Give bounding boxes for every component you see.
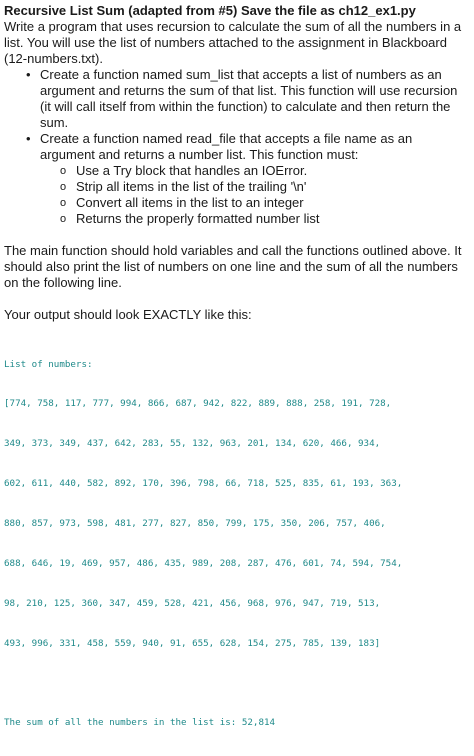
spacer xyxy=(4,677,470,690)
spacer xyxy=(4,291,470,307)
output-sum-line: The sum of all the numbers in the list is: 52,814 xyxy=(4,717,276,729)
output-list-line: 688, 646, 19, 469, 957, 486, 435, 989, 208, 287, 476, 601, 74, 594, 754, xyxy=(4,558,403,570)
output-list-line: 602, 611, 440, 582, 892, 170, 396, 798, 66, 718, 525, 835, 61, 193, 363, xyxy=(4,478,403,490)
bullet-icon: • xyxy=(26,67,31,82)
sub-requirement-text: Use a Try block that handles an IOError. xyxy=(76,163,308,178)
sub-requirement xyxy=(60,163,470,179)
circle-bullet-icon: o xyxy=(60,213,67,225)
sub-requirement-text: Returns the properly formatted number list xyxy=(76,211,320,226)
requirement-text: Create a function named sum_list that accepts a list of numbers as an argument and returns the sum of that list. This function will use recursion (it will call itself from within the function) to calculate and then return the sum. xyxy=(40,67,458,130)
main-function-paragraph: The main function should hold variables and call the functions outlined above. It should also print the list of numbers on one line and the sum of all the numbers on the following line. xyxy=(4,243,462,290)
circle-bullet-icon: o xyxy=(60,181,67,193)
sub-requirement xyxy=(60,179,470,195)
output-list-line: 349, 373, 349, 437, 642, 283, 55, 132, 963, 201, 134, 620, 466, 934, xyxy=(4,438,381,450)
output-list-line: 880, 857, 973, 598, 481, 277, 827, 850, 799, 175, 350, 206, 757, 406, xyxy=(4,518,386,530)
sub-requirement-text: Convert all items in the list to an integer xyxy=(76,195,304,210)
circle-bullet-icon: o xyxy=(60,165,67,177)
circle-bullet-icon: o xyxy=(60,197,67,209)
sub-requirement xyxy=(60,195,470,211)
assignment-document xyxy=(4,3,470,756)
intro-paragraph: Write a program that uses recursion to calculate the sum of all the numbers in a list. You will use the list of numbers attached to the assignment in Blackboard (12-numbers.txt). xyxy=(4,19,462,66)
spacer xyxy=(4,323,470,331)
sample-output xyxy=(4,331,470,756)
read-file-sub-list xyxy=(40,163,470,227)
assignment-heading: Recursive List Sum (adapted from #5) Save the file as ch12_ex1.py xyxy=(4,3,416,18)
requirement-text: Create a function named read_file that accepts a file name as an argument and returns a number list. This function must: xyxy=(40,131,413,162)
bullet-icon: • xyxy=(26,131,31,146)
sub-requirement xyxy=(60,211,470,227)
output-list-line: [774, 758, 117, 777, 994, 866, 687, 942, 822, 889, 888, 258, 191, 728, xyxy=(4,398,392,410)
output-list-line: 98, 210, 125, 360, 347, 459, 528, 421, 456, 968, 976, 947, 719, 513, xyxy=(4,597,381,609)
output-list-line: 493, 996, 331, 458, 559, 940, 91, 655, 628, 154, 275, 785, 139, 183] xyxy=(4,637,381,649)
requirement-sum-list xyxy=(26,67,470,131)
requirements-list xyxy=(4,67,470,227)
output-list-label: List of numbers: xyxy=(4,358,93,370)
requirement-read-file xyxy=(26,131,470,227)
output-intro: Your output should look EXACTLY like this: xyxy=(4,307,252,322)
spacer xyxy=(4,227,470,243)
sub-requirement-text: Strip all items in the list of the trailing '\n' xyxy=(76,179,307,194)
